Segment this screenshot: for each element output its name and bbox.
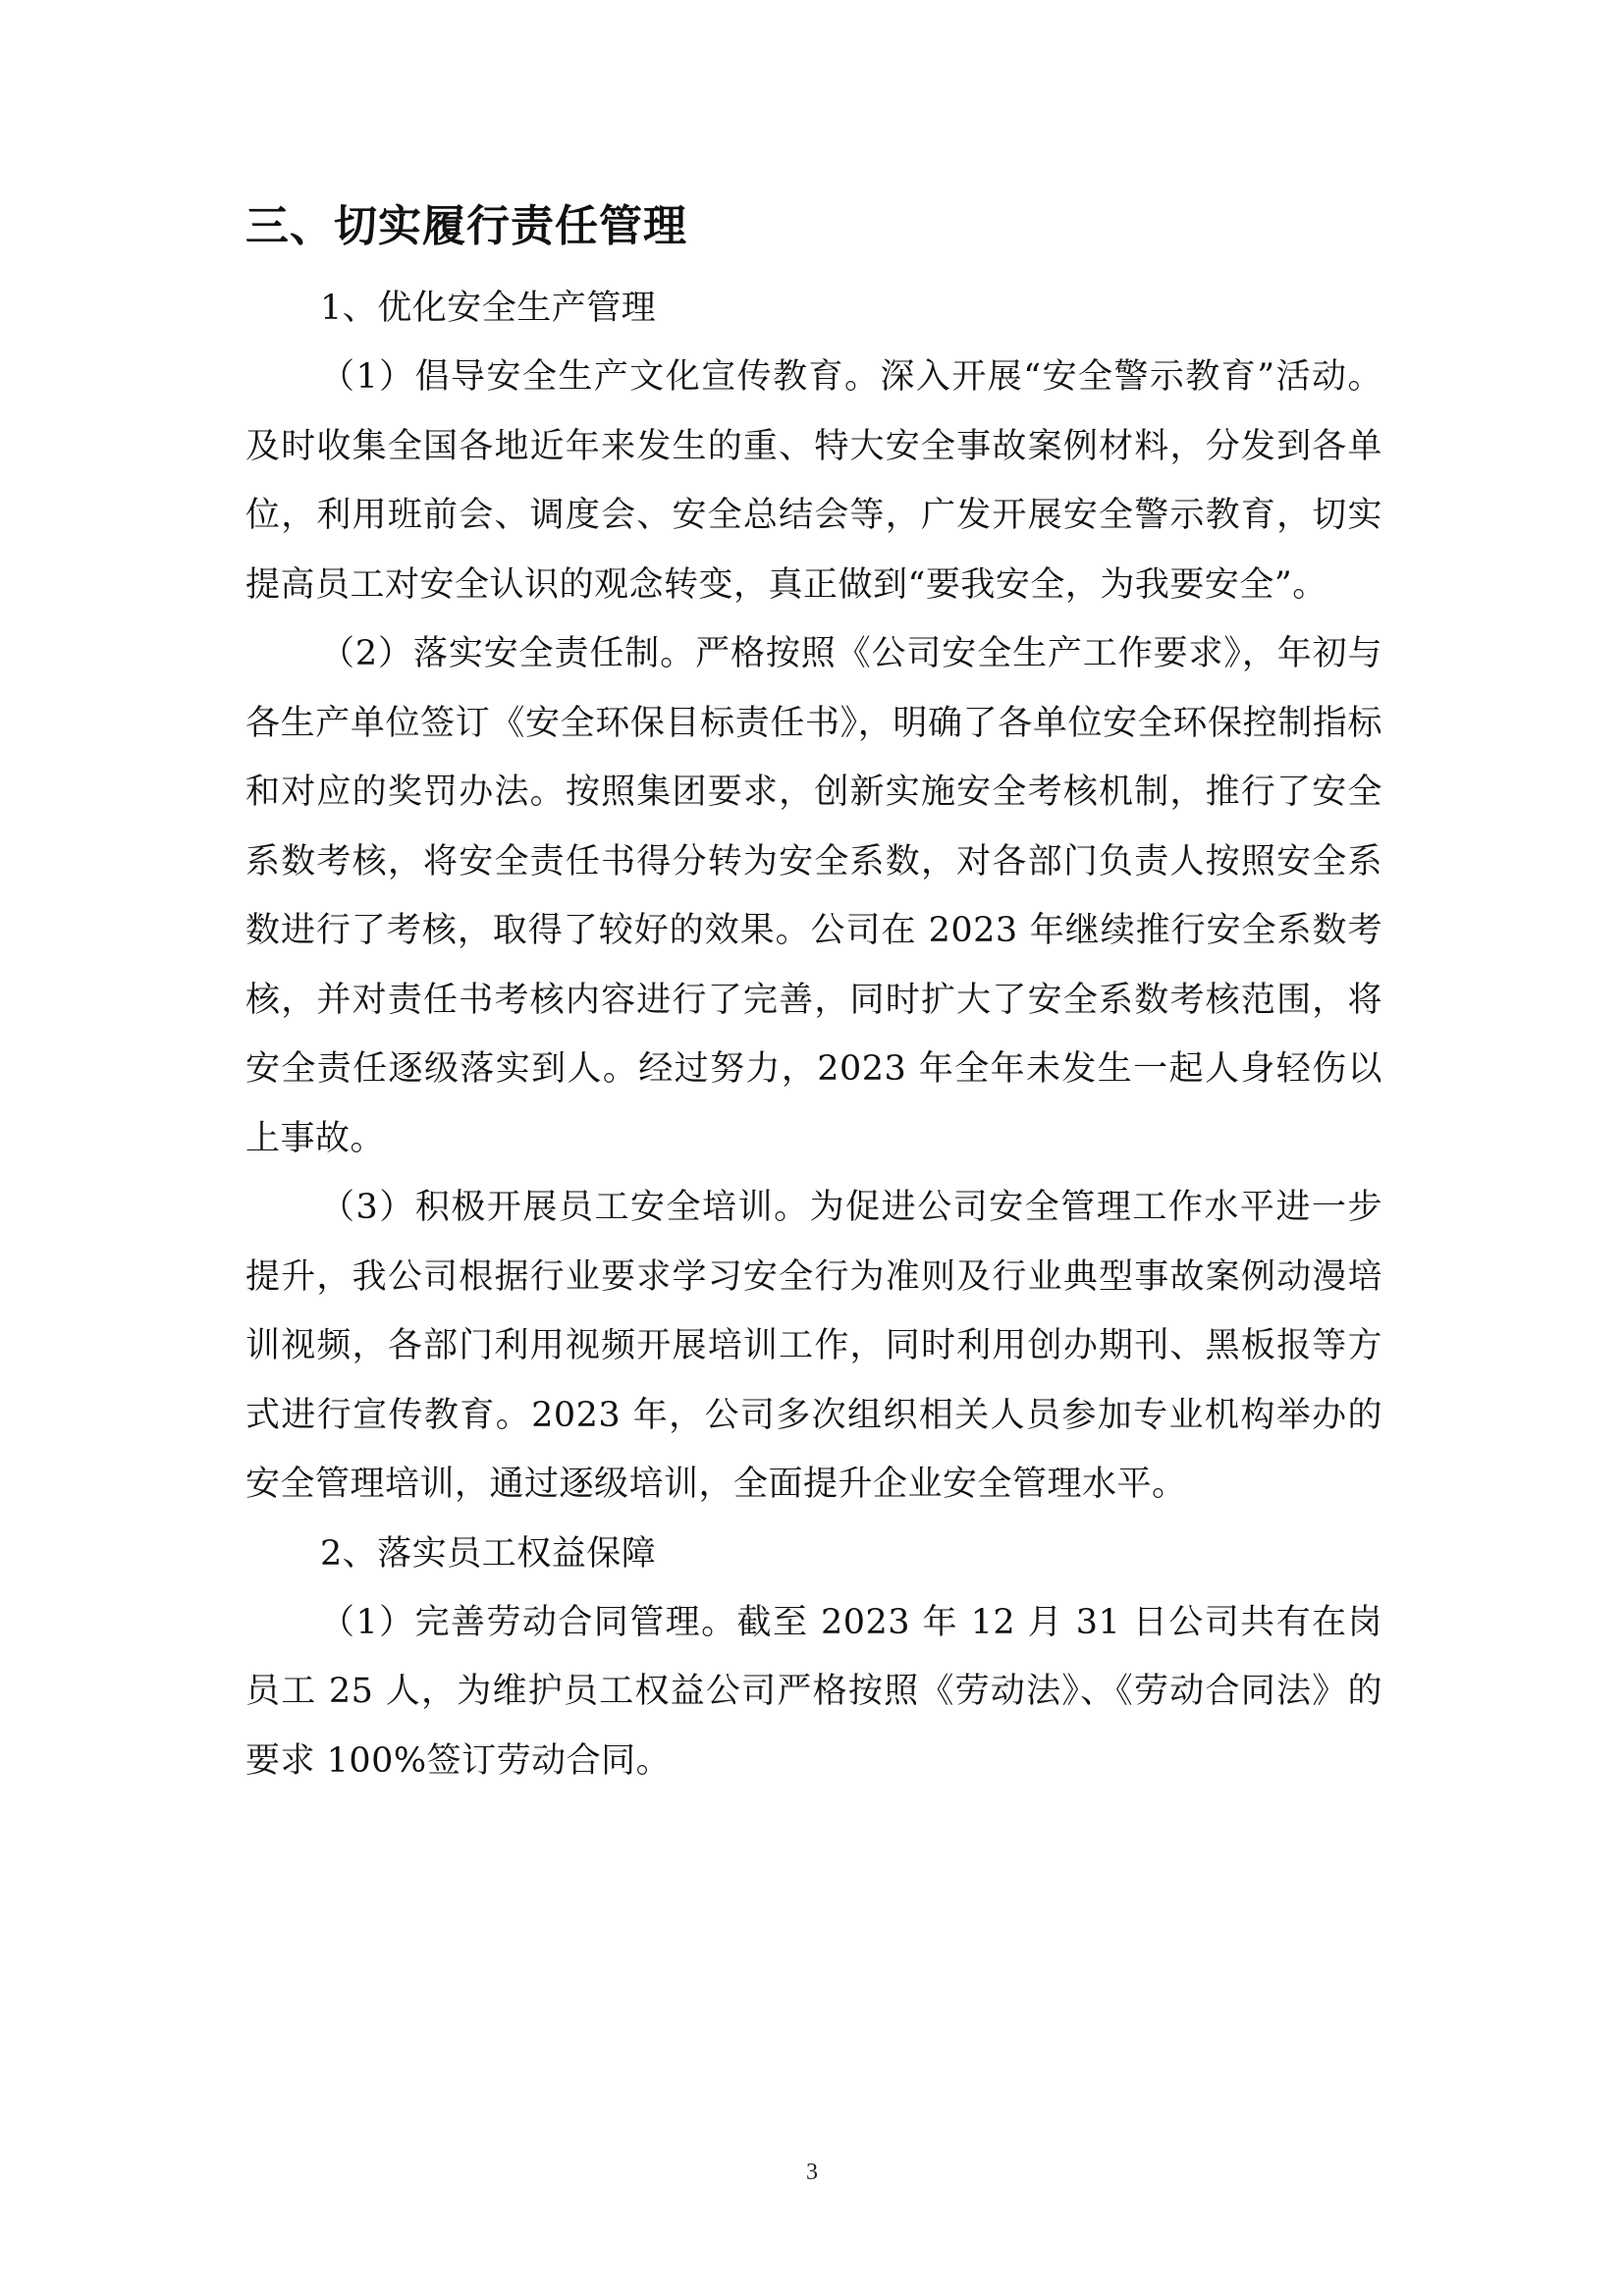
section-heading: 三、切实履行责任管理	[245, 201, 687, 251]
subsection-safety	[245, 274, 1382, 1520]
paragraph: （2）落实安全责任制。严格按照《公司安全生产工作要求》，年初与各生产单位签订《安全环保目标责任书》，明确了各单位安全环保控制指标和对应的奖罚办法。按照集团要求，创新实施安全考核机制，推行了安全系数考核，将安全责任书得分转为安全系数，对各部门负责人按照安全系数进行了考核，取得了较好的效果。公司在 2023 年继续推行安全系数考核，并对责任书考核内容进行了完善，同时扩大了安全系数考核范围，将安全责任逐级落实到人。经过努力，2023 年全年未发生一起人身轻伤以上事故。	[245, 634, 1382, 1158]
subsection-title: 2、落实员工权益保障	[320, 1533, 657, 1574]
paragraph: （3）积极开展员工安全培训。为促进公司安全管理工作水平进一步提升，我公司根据行业要求学习安全行为准则及行业典型事故案例动漫培训视频，各部门利用视频开展培训工作，同时利用创办期刊、黑板报等方式进行宣传教育。2023 年，公司多次组织相关人员参加专业机构举办的安全管理培训，通过逐级培训，全面提升企业安全管理水平。	[245, 1188, 1382, 1504]
subsection-employee-rights	[245, 1520, 1382, 1796]
page-content	[245, 191, 1382, 1795]
page-number: 3	[806, 2160, 818, 2185]
subsection-title: 1、优化安全生产管理	[320, 289, 657, 328]
paragraph: （1）完善劳动合同管理。截至 2023 年 12 月 31 日公司共有在岗员工 25 人，为维护员工权益公司严格按照《劳动法》、《劳动合同法》的要求 100%签订劳动合同。	[245, 1602, 1382, 1781]
paragraph: （1）倡导安全生产文化宣传教育。深入开展“安全警示教育”活动。及时收集全国各地近年来发生的重、特大安全事故案例材料，分发到各单位，利用班前会、调度会、安全总结会等，广发开展安全警示教育，切实提高员工对安全认识的观念转变，真正做到“要我安全，为我要安全”。	[245, 357, 1382, 605]
